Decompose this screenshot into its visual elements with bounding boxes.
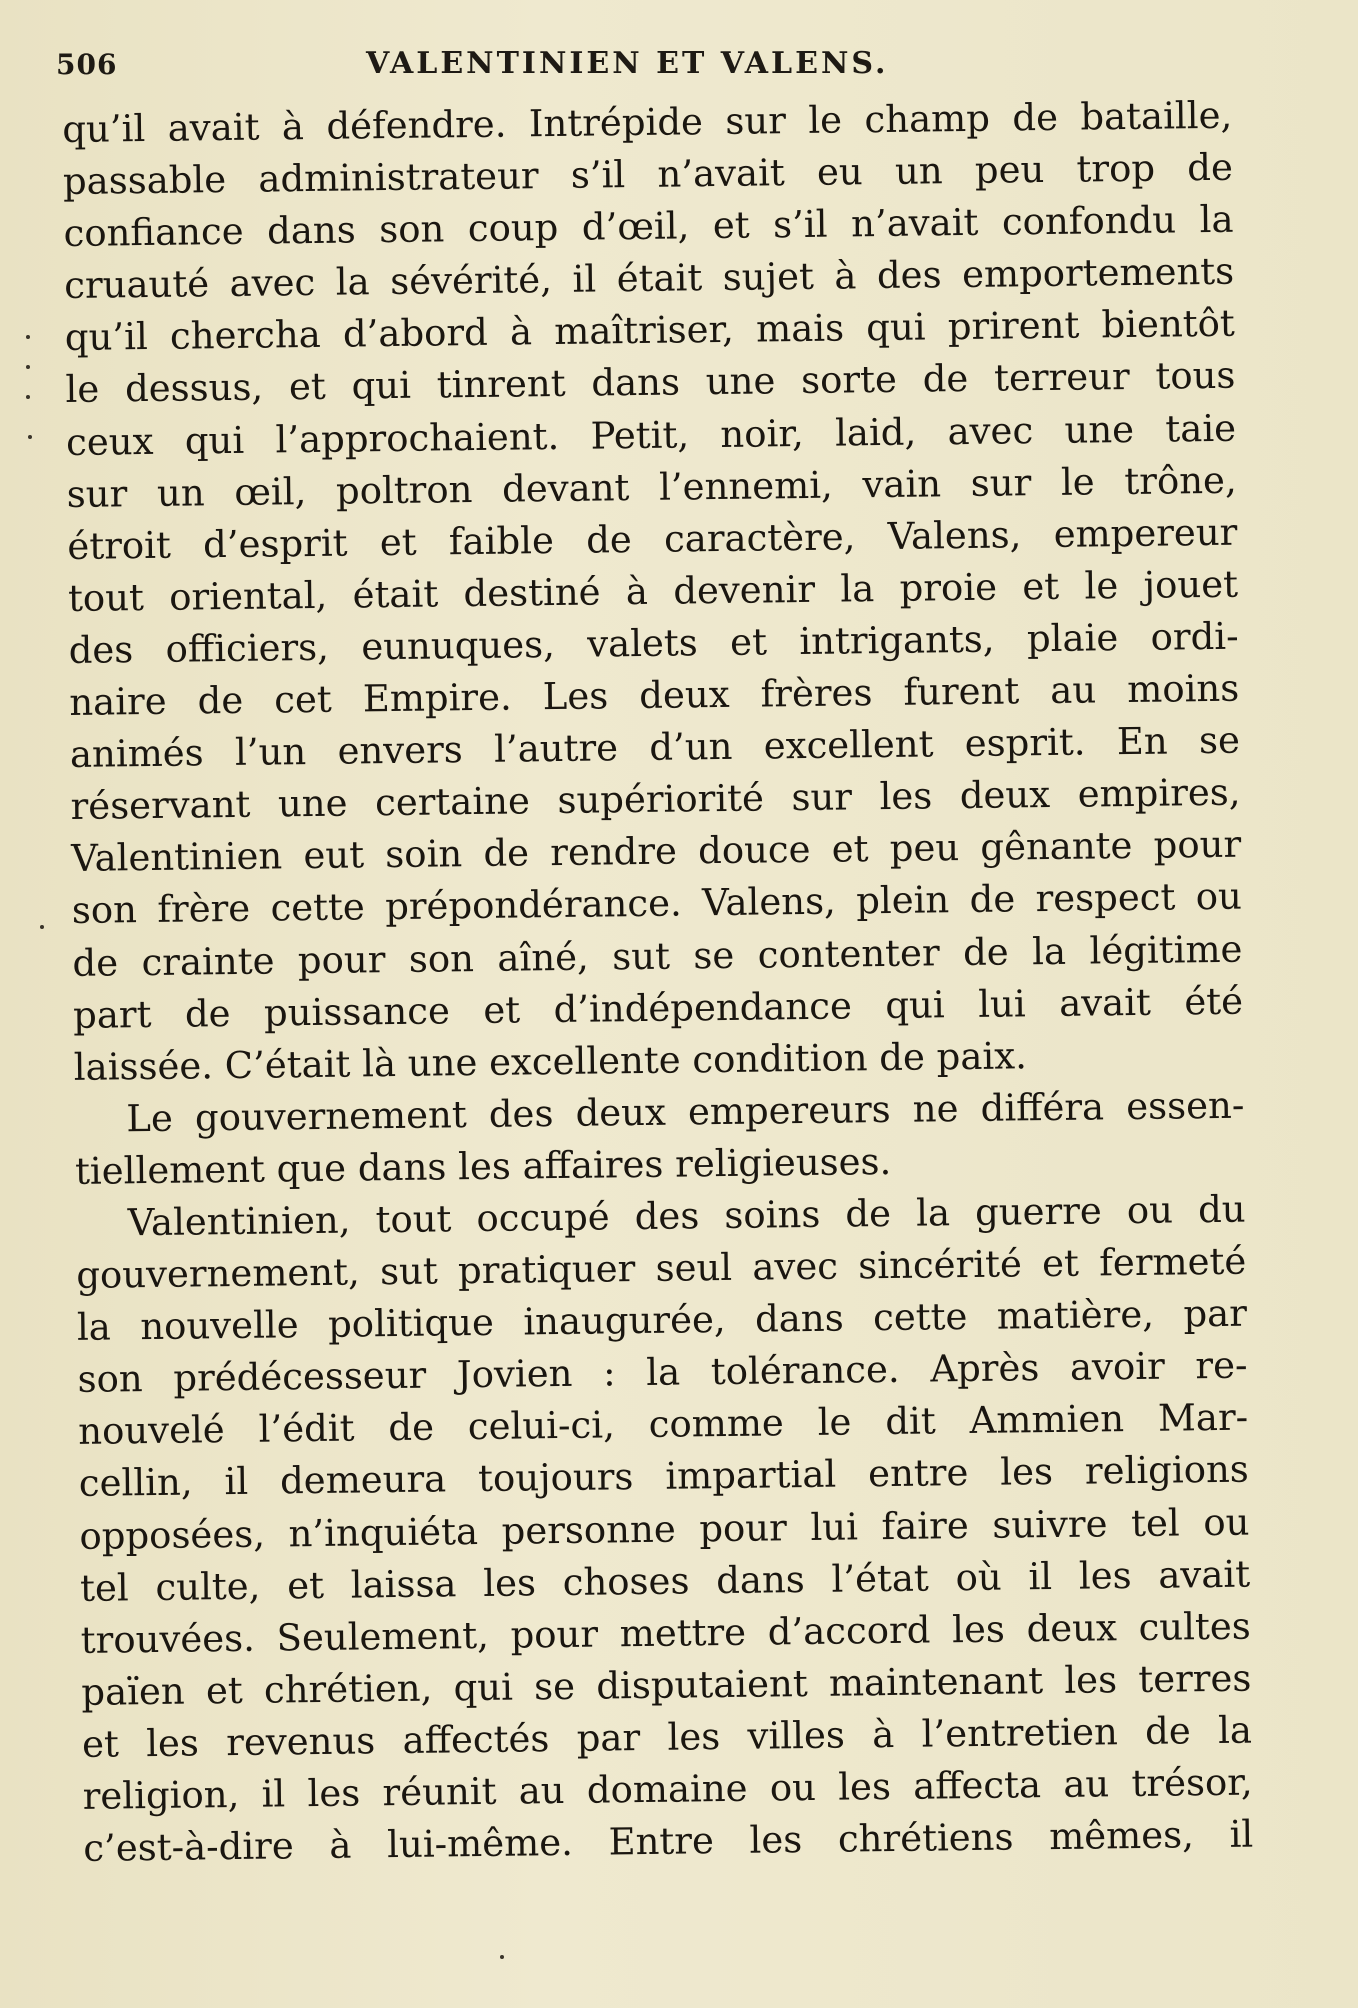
paragraph-first-line: Valentinien, tout occupé des soins de la guerre ou du [127, 1187, 1246, 1245]
margin-speck [26, 335, 30, 339]
margin-speck [26, 365, 30, 369]
text-line: gouvernement, sut pratiquer seul avec sincérité et fermeté [76, 1239, 1247, 1297]
text-line: la nouvelle politique inaugurée, dans cette matière, par [76, 1291, 1248, 1350]
text-line: part de puissance et d’indépendance qui lui avait été [72, 979, 1244, 1037]
body-text [62, 90, 1254, 1875]
text-line: c’est-à-dire à lui-même. Entre les chrétiens mêmes, il [83, 1812, 1254, 1870]
running-title: VALENTINIEN ET VALENS. [366, 46, 889, 81]
text-line: son frère cette prépondérance. Valens, plein de respect ou [71, 875, 1243, 933]
text-line: cellin, il demeura toujours impartial entre les religions [78, 1448, 1250, 1506]
margin-speck [26, 395, 30, 399]
text-line: religion, il les réunit au domaine ou les affecta au trésor, [82, 1760, 1253, 1818]
text-line: ceux qui l’approchaient. Petit, noir, laid, avec une taie [65, 406, 1237, 464]
text-line: son prédécesseur Jovien : la tolérance. Après avoir re- [77, 1343, 1248, 1402]
text-line: qu’il avait à défendre. Intrépide sur le champ de bataille, [62, 93, 1233, 151]
text-line: tout oriental, était destiné à devenir la proie et le jouet [67, 562, 1239, 620]
text-line: étroit d’esprit et faible de caractère, Valens, empereur [67, 510, 1238, 568]
page-header [56, 40, 1236, 90]
text-line: nouvelé l’édit de celui-ci, comme le dit Ammien Mar- [77, 1395, 1249, 1454]
text-line: des officiers, eunuques, valets et intrigants, plaie ordi- [68, 614, 1239, 672]
text-line: confiance dans son coup d’œil, et s’il n’avait confondu la [63, 197, 1234, 256]
text-line: tiellement que dans les affaires religieuses. [74, 1139, 892, 1193]
text-line: tel culte, et laissa les choses dans l’état où il les avait [79, 1552, 1251, 1610]
text-line: et les revenus affectés par les villes à l’entretien de la [81, 1708, 1253, 1766]
text-line: passable administrateur s’il n’avait eu un peu trop de [62, 145, 1234, 204]
text-line: païen et chrétien, qui se disputaient maintenant les terres [81, 1656, 1252, 1714]
text-line: sur un œil, poltron devant l’ennemi, vain sur le trône, [66, 458, 1237, 516]
text-line: opposées, n’inquiéta personne pour lui faire suivre tel ou [79, 1500, 1250, 1558]
text-line: laissée. C’était là une excellente condition de paix. [73, 1033, 1028, 1089]
margin-speck [28, 435, 32, 439]
text-line: de crainte pour son aîné, sut se contenter de la légitime [72, 927, 1243, 985]
text-line: le dessus, et qui tinrent dans une sorte de terreur tous [65, 354, 1236, 412]
margin-speck [500, 1955, 504, 1959]
text-line: animés l’un envers l’autre d’un excellent esprit. En se [69, 718, 1241, 777]
text-line: qu’il chercha d’abord à maîtriser, mais qui prirent bientôt [64, 302, 1236, 360]
margin-speck [40, 925, 44, 929]
paragraph-first-line: Le gouvernement des deux empereurs ne différa essen- [126, 1083, 1245, 1141]
page-number: 506 [56, 48, 118, 81]
text-line: trouvées. Seulement, pour mettre d’accord les deux cultes [80, 1604, 1251, 1662]
text-line: cruauté avec la sévérité, il était sujet à des emportements [63, 249, 1235, 308]
text-line: Valentinien eut soin de rendre douce et peu gênante pour [70, 822, 1242, 881]
text-line: réservant une certaine supériorité sur les deux empires, [70, 770, 1241, 829]
text-line: naire de cet Empire. Les deux frères furent au moins [69, 666, 1240, 724]
